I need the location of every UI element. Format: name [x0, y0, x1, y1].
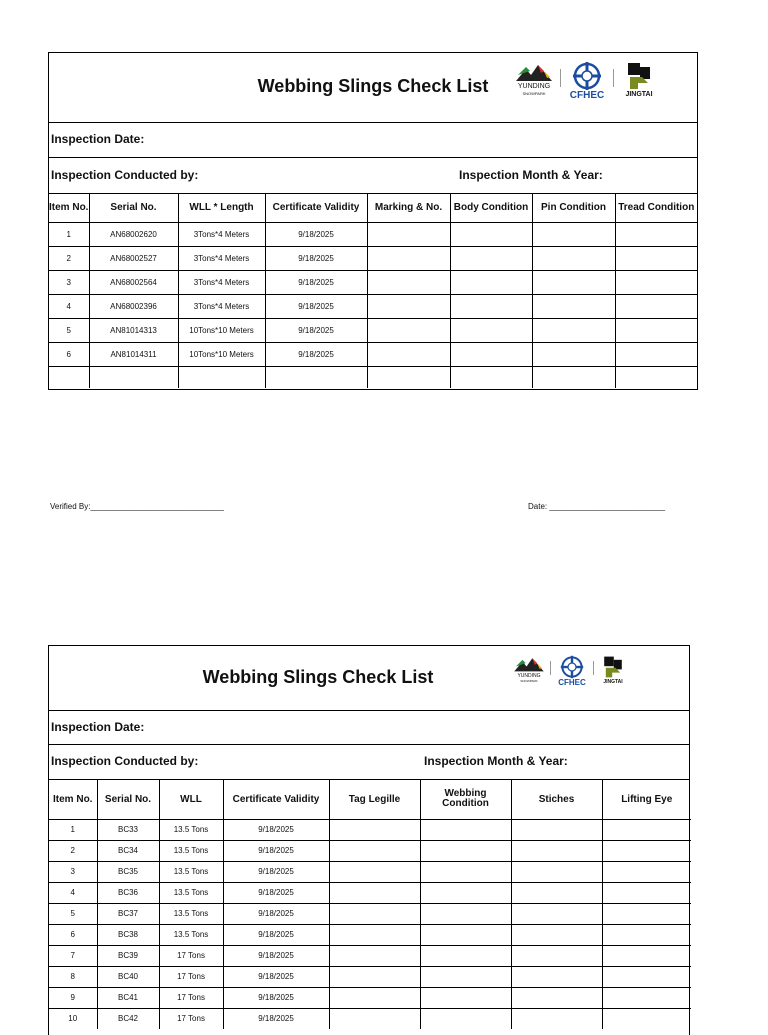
cell[interactable]: [367, 294, 450, 318]
cell[interactable]: [367, 366, 450, 388]
yunding-label: YUNDING: [517, 673, 541, 679]
yunding-logo: [511, 655, 547, 683]
cell: 9/18/2025: [223, 819, 329, 840]
cell[interactable]: [511, 987, 602, 1008]
yunding-sub: SNOWPARK: [520, 679, 538, 683]
cell: 9/18/2025: [223, 903, 329, 924]
cell[interactable]: [329, 924, 420, 945]
col-header: Certificate Validity: [223, 780, 329, 819]
cell: 3Tons*4 Meters: [178, 270, 265, 294]
cell: 17 Tons: [159, 1008, 223, 1029]
cell[interactable]: [532, 294, 615, 318]
yunding-mountain-icon: [514, 61, 554, 83]
cell: 1: [49, 819, 97, 840]
jingtai-mark-icon: [624, 61, 654, 91]
col-header: Serial No.: [97, 780, 159, 819]
cfhec-emblem-icon: [560, 655, 584, 679]
cell[interactable]: [511, 819, 602, 840]
col-header: WLL * Length: [178, 194, 265, 222]
cell: 13.5 Tons: [159, 882, 223, 903]
cell: BC39: [97, 945, 159, 966]
inspection-conducted-row: [49, 158, 697, 194]
table-row: [49, 903, 691, 924]
cell[interactable]: [178, 366, 265, 388]
cell[interactable]: [615, 246, 697, 270]
col-header: Tag Legille: [329, 780, 420, 819]
table-row: [49, 1008, 691, 1029]
cell: 6: [49, 342, 89, 366]
checklist-form-2: [48, 645, 690, 1035]
table-row: [49, 294, 697, 318]
cell: 1: [49, 222, 89, 246]
col-header: Body Condition: [450, 194, 532, 222]
inspection-date-label: Inspection Date:: [51, 132, 145, 146]
cell: 2: [49, 246, 89, 270]
cell[interactable]: [615, 318, 697, 342]
cell[interactable]: [615, 366, 697, 388]
cell: 3: [49, 270, 89, 294]
slings-table-1: [49, 194, 697, 388]
table-row: [49, 342, 697, 366]
cell[interactable]: [532, 366, 615, 388]
cell[interactable]: [450, 270, 532, 294]
table-row: [49, 882, 691, 903]
cell[interactable]: [367, 222, 450, 246]
cell: 9/18/2025: [223, 840, 329, 861]
verified-by-line[interactable]: Verified By:______________________________: [50, 502, 224, 511]
cell: 4: [49, 882, 97, 903]
col-header: Certificate Validity: [265, 194, 367, 222]
col-header: Webbing Condition: [420, 780, 511, 819]
table-header-row: [49, 194, 697, 222]
logo-group: [512, 61, 660, 101]
cell: 9/18/2025: [223, 1008, 329, 1029]
cell: AN81014313: [89, 318, 178, 342]
cell[interactable]: [420, 840, 511, 861]
cell[interactable]: [532, 222, 615, 246]
inspection-date-label: Inspection Date:: [51, 720, 145, 734]
cell: BC34: [97, 840, 159, 861]
jingtai-label: JINGTAI: [603, 679, 623, 685]
cell: BC41: [97, 987, 159, 1008]
cell[interactable]: [450, 294, 532, 318]
cfhec-logo: [554, 655, 590, 687]
cell[interactable]: [602, 840, 691, 861]
cell[interactable]: [329, 882, 420, 903]
col-header: Tread Condition: [615, 194, 697, 222]
table-row: [49, 246, 697, 270]
conducted-by-label: Inspection Conducted by:: [51, 754, 199, 768]
cell[interactable]: [420, 966, 511, 987]
cfhec-emblem-icon: [572, 61, 602, 91]
cell[interactable]: [420, 903, 511, 924]
form-title: Webbing Slings Check List: [202, 667, 434, 687]
col-header: Item No.: [49, 194, 89, 222]
cell[interactable]: [532, 342, 615, 366]
cell[interactable]: [602, 1008, 691, 1029]
cell[interactable]: [511, 840, 602, 861]
cell[interactable]: [511, 924, 602, 945]
inspection-date-row: [49, 123, 697, 158]
cell[interactable]: [602, 903, 691, 924]
col-header: Lifting Eye: [602, 780, 691, 819]
cell[interactable]: [265, 366, 367, 388]
cell[interactable]: [532, 318, 615, 342]
table-row: [49, 366, 697, 388]
cell[interactable]: [602, 966, 691, 987]
cell: 9/18/2025: [223, 945, 329, 966]
cell[interactable]: [602, 819, 691, 840]
cell: 4: [49, 294, 89, 318]
cell: 13.5 Tons: [159, 840, 223, 861]
cell: 9/18/2025: [265, 246, 367, 270]
cell[interactable]: [420, 924, 511, 945]
cell[interactable]: [329, 987, 420, 1008]
cell[interactable]: [367, 342, 450, 366]
cell: 13.5 Tons: [159, 819, 223, 840]
cell: BC42: [97, 1008, 159, 1029]
form-header: [49, 53, 697, 123]
cell: AN68002564: [89, 270, 178, 294]
cell[interactable]: [420, 882, 511, 903]
cell: 3: [49, 861, 97, 882]
cell[interactable]: [602, 882, 691, 903]
cell[interactable]: [420, 945, 511, 966]
cell: AN81014311: [89, 342, 178, 366]
cell: 9: [49, 987, 97, 1008]
cell: BC40: [97, 966, 159, 987]
cell: BC38: [97, 924, 159, 945]
checklist-form-1: [48, 52, 698, 390]
cell: 3Tons*4 Meters: [178, 294, 265, 318]
cell: BC35: [97, 861, 159, 882]
cell: 17 Tons: [159, 945, 223, 966]
yunding-label: YUNDING: [517, 83, 551, 90]
cell: 17 Tons: [159, 966, 223, 987]
cfhec-label: CFHEC: [558, 678, 586, 687]
cell[interactable]: [329, 840, 420, 861]
conducted-by-label: Inspection Conducted by:: [51, 168, 199, 182]
logo-group: [511, 655, 629, 687]
cell[interactable]: [367, 318, 450, 342]
cell[interactable]: [450, 246, 532, 270]
cell: 13.5 Tons: [159, 861, 223, 882]
cell[interactable]: [615, 294, 697, 318]
table-row: [49, 861, 691, 882]
cell: BC37: [97, 903, 159, 924]
cell[interactable]: [420, 987, 511, 1008]
month-year-label: Inspection Month & Year:: [424, 754, 568, 768]
cell[interactable]: [615, 270, 697, 294]
cell: 10Tons*10 Meters: [178, 318, 265, 342]
cell[interactable]: [602, 987, 691, 1008]
cell[interactable]: [615, 342, 697, 366]
cell: 3Tons*4 Meters: [178, 246, 265, 270]
table-row: [49, 924, 691, 945]
cell: 7: [49, 945, 97, 966]
table-row: [49, 945, 691, 966]
cell[interactable]: [329, 903, 420, 924]
jingtai-mark-icon: [601, 655, 625, 679]
col-header: WLL: [159, 780, 223, 819]
cell[interactable]: [532, 246, 615, 270]
cell[interactable]: [367, 246, 450, 270]
month-year-label: Inspection Month & Year:: [459, 168, 603, 182]
inspection-conducted-row: [49, 745, 689, 780]
cell: 9/18/2025: [223, 987, 329, 1008]
cell: 9/18/2025: [265, 294, 367, 318]
yunding-mountain-icon: [512, 655, 546, 673]
col-header: Pin Condition: [532, 194, 615, 222]
jingtai-logo: [618, 61, 660, 99]
cell[interactable]: [420, 819, 511, 840]
cell[interactable]: [450, 366, 532, 388]
cfhec-logo: [565, 61, 609, 101]
cell: 5: [49, 318, 89, 342]
table-row: [49, 222, 697, 246]
cell[interactable]: [511, 945, 602, 966]
cell[interactable]: [450, 342, 532, 366]
col-header: Stiches: [511, 780, 602, 819]
cell[interactable]: [329, 861, 420, 882]
cell[interactable]: [511, 861, 602, 882]
table-row: [49, 318, 697, 342]
cell[interactable]: [329, 1008, 420, 1029]
table-row: [49, 270, 697, 294]
col-header: Item No.: [49, 780, 97, 819]
cell[interactable]: [420, 1008, 511, 1029]
cell: 5: [49, 903, 97, 924]
cfhec-label: CFHEC: [569, 90, 605, 101]
cell[interactable]: [420, 861, 511, 882]
cell: 6: [49, 924, 97, 945]
cell: 17 Tons: [159, 987, 223, 1008]
cell: 2: [49, 840, 97, 861]
cell[interactable]: [511, 1008, 602, 1029]
jingtai-logo: [597, 655, 629, 685]
cell: AN68002527: [89, 246, 178, 270]
form-title: Webbing Slings Check List: [257, 76, 489, 96]
cell[interactable]: [615, 222, 697, 246]
cell: 9/18/2025: [265, 222, 367, 246]
cell: 9/18/2025: [265, 318, 367, 342]
table-row: [49, 987, 691, 1008]
col-header: Marking & No.: [367, 194, 450, 222]
cell: 9/18/2025: [223, 924, 329, 945]
cell: 9/18/2025: [223, 861, 329, 882]
cell[interactable]: [602, 861, 691, 882]
cell: 13.5 Tons: [159, 903, 223, 924]
form-header: [49, 646, 689, 711]
cell: AN68002396: [89, 294, 178, 318]
cell[interactable]: [511, 882, 602, 903]
jingtai-label: JINGTAI: [625, 91, 653, 98]
cell: 3Tons*4 Meters: [178, 222, 265, 246]
cell[interactable]: [329, 945, 420, 966]
yunding-logo: [512, 61, 556, 96]
cell: 8: [49, 966, 97, 987]
cell: 9/18/2025: [223, 966, 329, 987]
cell: 9/18/2025: [265, 270, 367, 294]
cell: BC33: [97, 819, 159, 840]
cell: BC36: [97, 882, 159, 903]
cell[interactable]: [329, 819, 420, 840]
inspection-date-row: [49, 711, 689, 745]
cell: 9/18/2025: [223, 882, 329, 903]
cell: 13.5 Tons: [159, 924, 223, 945]
cell[interactable]: [450, 318, 532, 342]
date-line[interactable]: Date: __________________________: [528, 502, 666, 511]
table-row: [49, 840, 691, 861]
table-row: [49, 819, 691, 840]
cell[interactable]: [602, 945, 691, 966]
cell[interactable]: [367, 270, 450, 294]
cell[interactable]: [532, 270, 615, 294]
cell[interactable]: [329, 966, 420, 987]
cell: 10Tons*10 Meters: [178, 342, 265, 366]
cell[interactable]: [511, 903, 602, 924]
table-row: [49, 966, 691, 987]
slings-table-2: [49, 780, 691, 1029]
cell[interactable]: [89, 366, 178, 388]
cell: AN68002620: [89, 222, 178, 246]
cell: 10: [49, 1008, 97, 1029]
cell[interactable]: [450, 222, 532, 246]
yunding-sub: SNOWPARK: [522, 91, 546, 96]
cell[interactable]: [511, 966, 602, 987]
table-header-row: [49, 780, 691, 819]
cell: 9/18/2025: [265, 342, 367, 366]
col-header: Serial No.: [89, 194, 178, 222]
cell[interactable]: [602, 924, 691, 945]
cell[interactable]: [49, 366, 89, 388]
